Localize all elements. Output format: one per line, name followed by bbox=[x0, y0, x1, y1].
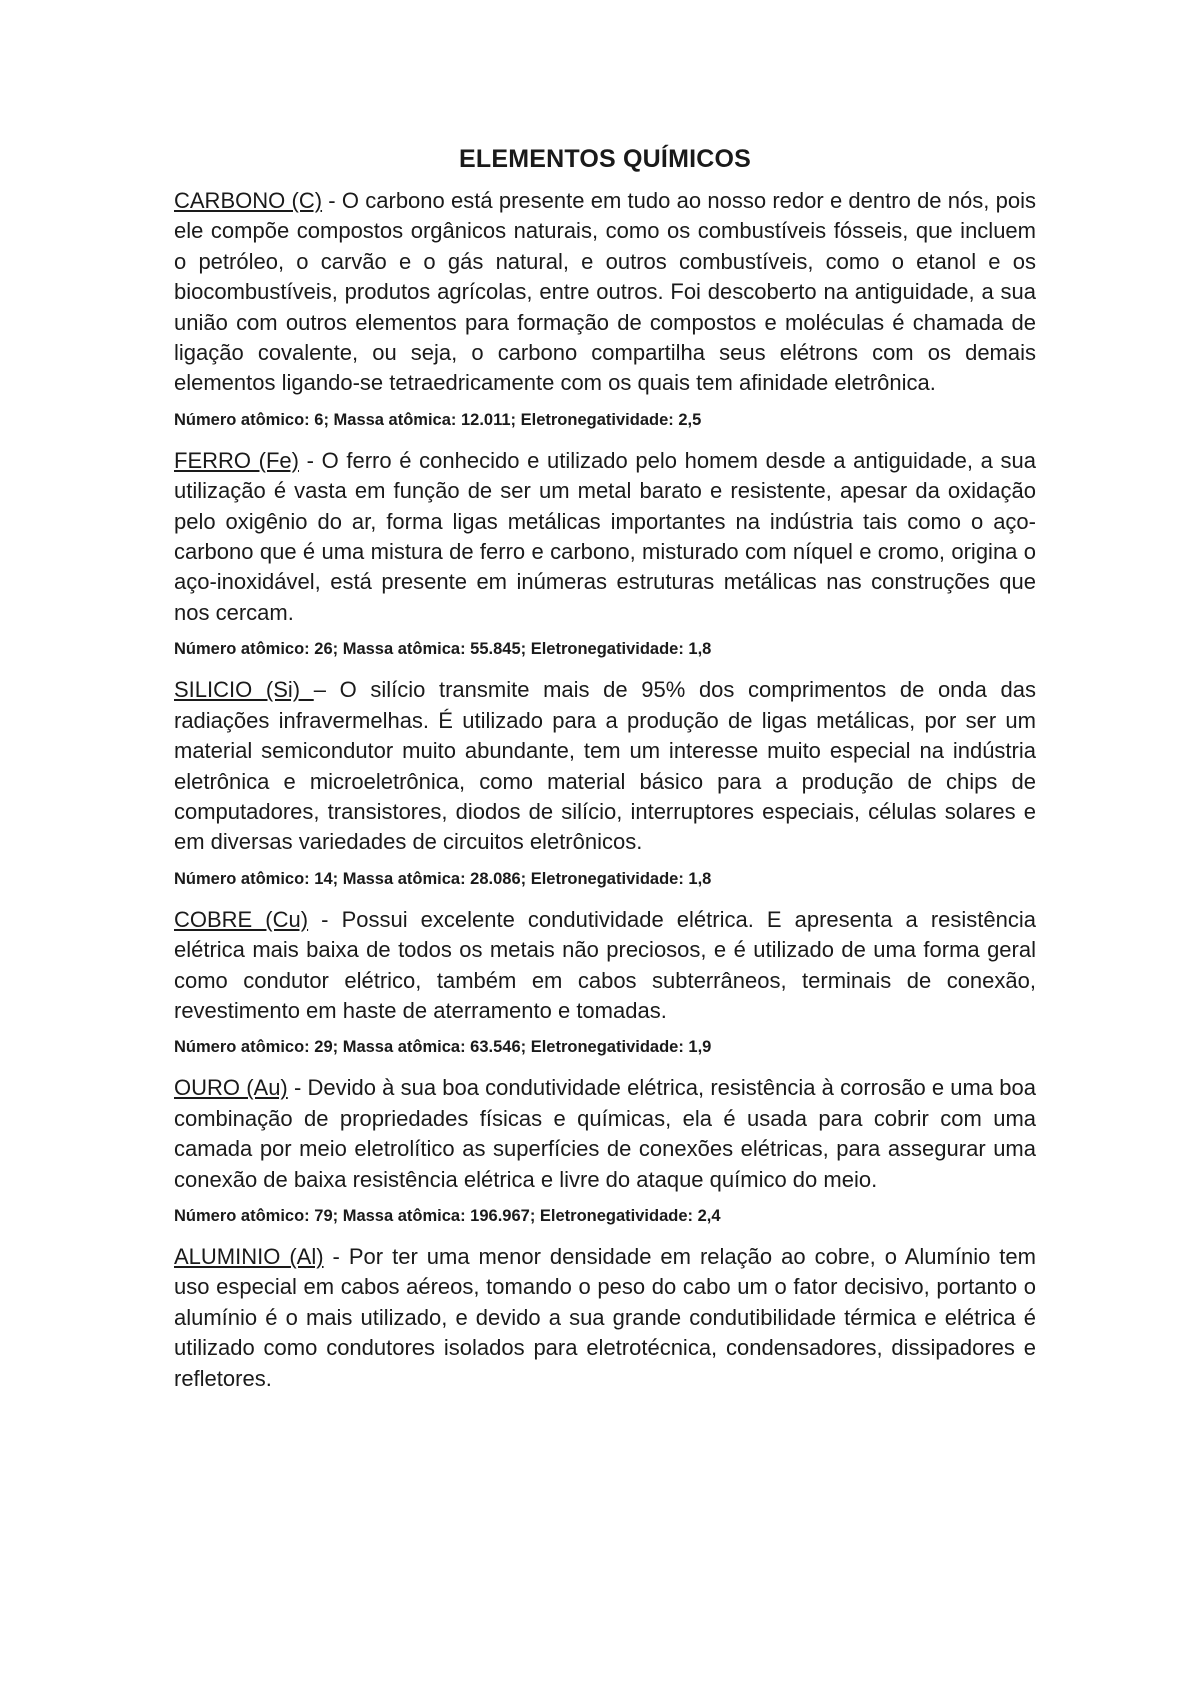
element-name: OURO (Au) bbox=[174, 1075, 288, 1101]
element-description: Devido à sua boa condutividade elétrica, resistência à corrosão e uma boa combinação de propriedades físicas e químicas, ela é usada para cobrir com uma camada por meio eletrolítico as superfícies de conexões elétricas, para assegurar uma conexão de baixa resistência elétrica e livre do ataque químico do meio. bbox=[174, 1075, 1036, 1192]
element-description-paragraph bbox=[174, 446, 1036, 628]
element-properties: Número atômico: 29; Massa atômica: 63.546; Eletronegatividade: 1,9 bbox=[174, 1038, 712, 1057]
document-page bbox=[174, 0, 1036, 1394]
element-name: ALUMINIO (Al) bbox=[174, 1243, 324, 1269]
element-section-silicio bbox=[174, 675, 1036, 891]
element-description: O silício transmite mais de 95% dos comprimentos de onda das radiações infravermelhas. É utilizado para a produção de ligas metálicas, por ser um material semicondutor muito abundante, tem um interesse muito especial na indústria eletrônica e microeletrônica, como material básico para a produção de chips de computadores, transistores, diodos de silício, interruptores especiais, células solares e em diversas variedades de circuitos eletrônicos. bbox=[174, 677, 1036, 855]
element-section-cobre bbox=[174, 905, 1036, 1061]
element-section-ferro bbox=[174, 446, 1036, 662]
element-description: O carbono está presente em tudo ao nosso redor e dentro de nós, pois ele compõe compostos orgânicos naturais, como os combustíveis fósseis, que incluem o petróleo, o carvão e o gás natural, e outros combustíveis, como o etanol e os biocombustíveis, produtos agrícolas, entre outros. Foi descoberto na antiguidade, a sua união com outros elementos para formação de compostos e moléculas é chamada de ligação covalente, ou seja, o carbono compartilha seus elétrons com os demais elementos ligando-se tetraedricamente com os quais tem afinidade eletrônica. bbox=[174, 188, 1036, 396]
element-description-paragraph bbox=[174, 1073, 1036, 1195]
element-description: Por ter uma menor densidade em relação ao cobre, o Alumínio tem uso especial em cabos aéreos, tomando o peso do cabo um o fator decisivo, portanto o alumínio é o mais utilizado, e devido a sua grande condutibilidade térmica e elétrica é utilizado como condutores isolados para eletrotécnica, condensadores, dissipadores e refletores. bbox=[174, 1243, 1036, 1391]
element-description: Possui excelente condutividade elétrica. E apresenta a resistência elétrica mais baixa de todos os metais não preciosos, e é utilizado de uma forma geral como condutor elétrico, também em cabos subterrâneos, terminais de conexão, revestimento em haste de aterramento e tomadas. bbox=[174, 906, 1037, 1023]
element-properties: Número atômico: 6; Massa atômica: 12.011; Eletronegatividade: 2,5 bbox=[174, 410, 702, 429]
element-separator: - bbox=[323, 1243, 349, 1269]
element-properties: Número atômico: 14; Massa atômica: 28.086; Eletronegatividade: 1,8 bbox=[174, 869, 712, 888]
element-separator: – bbox=[313, 677, 340, 703]
element-name: FERRO (Fe) bbox=[174, 447, 299, 473]
element-description-paragraph bbox=[174, 186, 1036, 399]
element-description: O ferro é conhecido e utilizado pelo homem desde a antiguidade, a sua utilização é vasta em função de ser um metal barato e resistente, apesar da oxidação pelo oxigênio do ar, forma ligas metálicas importantes na indústria tais como o aço-carbono que é uma mistura de ferro e carbono, misturado com níquel e cromo, origina o aço-inoxidável, está presente em inúmeras estruturas metálicas nas construções que nos cercam. bbox=[174, 447, 1036, 625]
document-title: ELEMENTOS QUÍMICOS bbox=[458, 145, 752, 173]
element-properties: Número atômico: 26; Massa atômica: 55.845; Eletronegatividade: 1,8 bbox=[174, 640, 712, 659]
element-description-paragraph bbox=[174, 675, 1036, 857]
element-section-aluminio bbox=[174, 1242, 1036, 1394]
element-separator: - bbox=[322, 188, 342, 213]
element-name: COBRE (Cu) bbox=[174, 906, 309, 932]
element-name: SILICIO (Si) bbox=[174, 677, 314, 703]
element-separator: - bbox=[308, 906, 342, 932]
element-name: CARBONO (C) bbox=[174, 188, 323, 213]
element-separator: - bbox=[298, 447, 322, 473]
element-description-paragraph bbox=[174, 1242, 1036, 1394]
element-section-ouro bbox=[174, 1073, 1036, 1229]
element-separator: - bbox=[287, 1075, 308, 1101]
element-description-paragraph bbox=[174, 905, 1036, 1027]
element-properties: Número atômico: 79; Massa atômica: 196.967; Eletronegatividade: 2,4 bbox=[174, 1206, 721, 1225]
element-section-carbono bbox=[174, 186, 1036, 433]
